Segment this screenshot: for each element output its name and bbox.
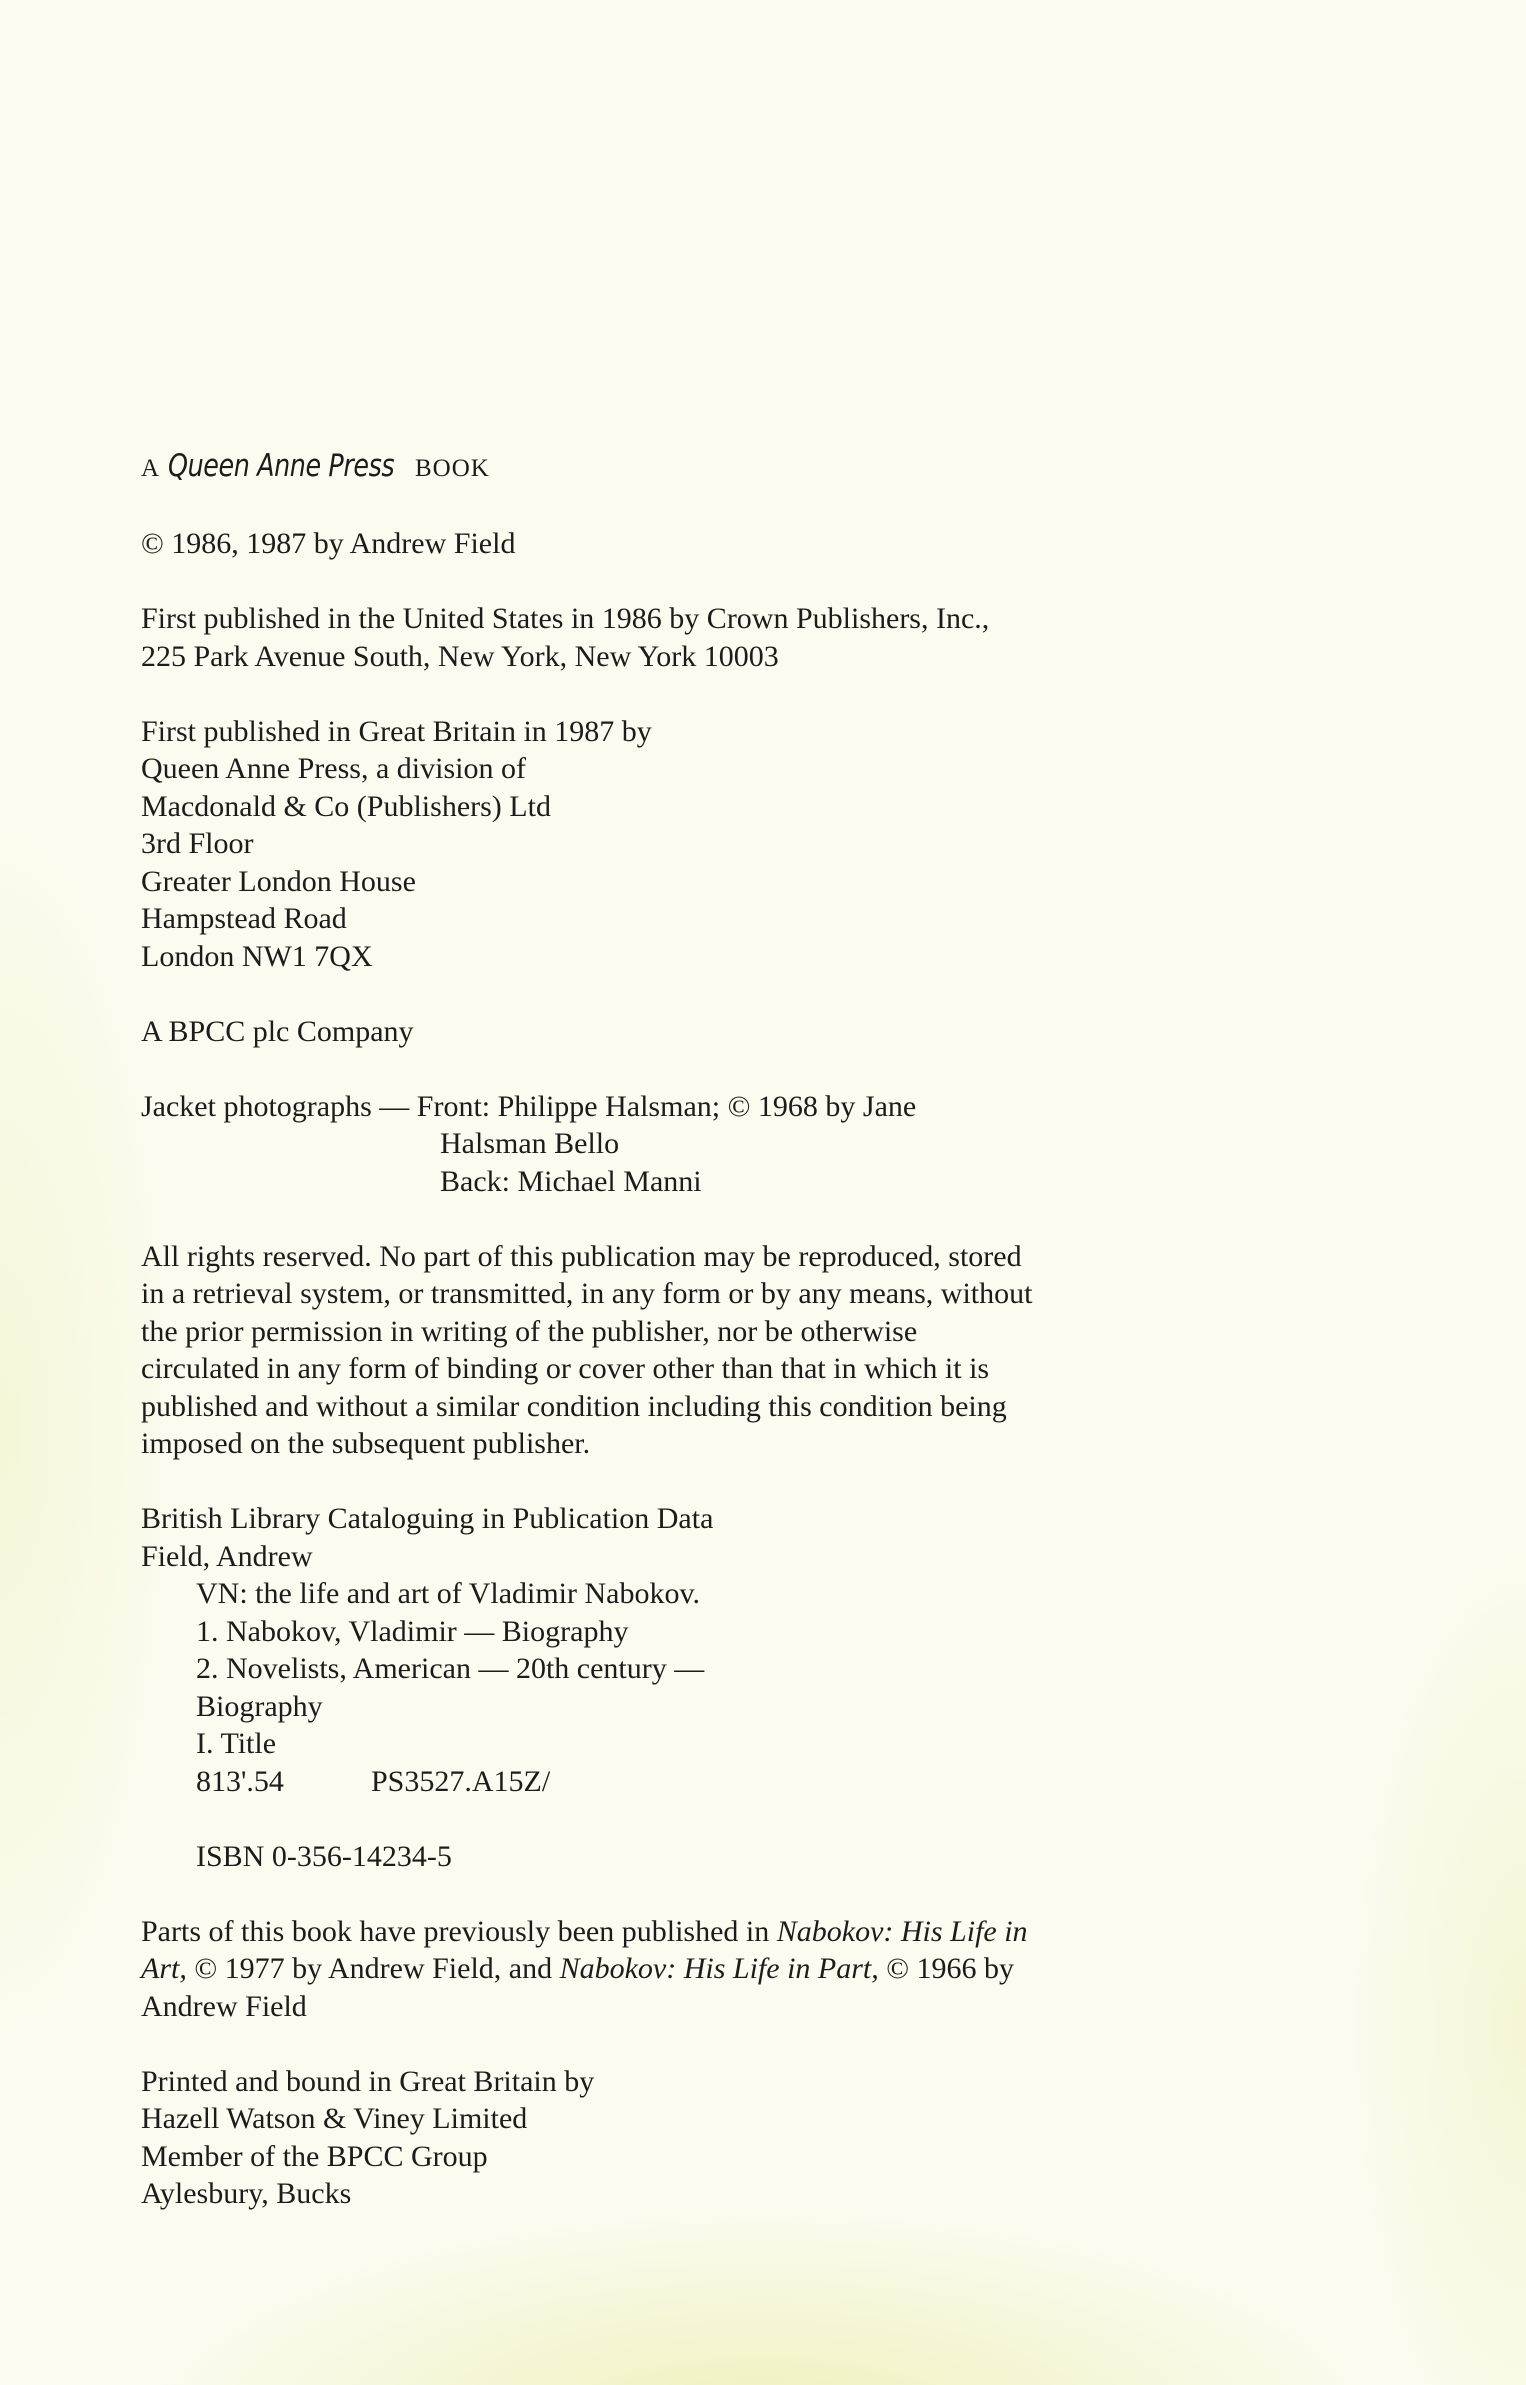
cataloguing-entry: I. Title: [196, 1727, 277, 1760]
lc-number: PS3527.A15Z/: [371, 1764, 551, 1798]
classification-line: [141, 1763, 1191, 1801]
prior-publication-text: © 1977 by Andrew Field, and: [186, 1952, 560, 1985]
jacket-credit-line: Halsman Bello: [440, 1127, 620, 1160]
prior-publication-line: [141, 1950, 1191, 1988]
rights-line: imposed on the subsequent publisher.: [141, 1427, 591, 1460]
publisher-logotype: Queen Anne Press: [167, 448, 394, 484]
book-title: Nabokov: His Life in: [776, 1914, 1028, 1948]
uk-edition-line: Hampstead Road: [141, 902, 347, 935]
isbn: ISBN 0-356-14234-5: [196, 1839, 452, 1873]
us-edition-line: 225 Park Avenue South, New York, New York 10003: [141, 639, 779, 673]
prior-publication-line: Andrew Field: [141, 1989, 307, 2023]
uk-edition-line: London NW1 7QX: [141, 939, 373, 973]
rights-line: circulated in any form of binding or cover other than that in which it is: [141, 1352, 990, 1385]
uk-edition-line: 3rd Floor: [141, 827, 254, 860]
us-edition-line: First published in the United States in 1986 by Crown Publishers, Inc.,: [141, 602, 990, 635]
imprint-line: [141, 448, 1191, 488]
printer-line: Hazell Watson & Viney Limited: [141, 2102, 528, 2135]
book-title: Nabokov: His Life in Part,: [559, 1952, 879, 1985]
class-number: 813'.54: [196, 1764, 284, 1798]
uk-edition-line: Macdonald & Co (Publishers) Ltd: [141, 789, 551, 823]
cataloguing-author: Field, Andrew: [141, 1539, 313, 1573]
cataloguing-entry: 1. Nabokov, Vladimir — Biography: [196, 1614, 629, 1648]
printer-line: Aylesbury, Bucks: [141, 2177, 352, 2210]
uk-edition-note: [141, 713, 1191, 976]
imprint-suffix: BOOK: [415, 455, 490, 482]
uk-edition-line: Greater London House: [141, 864, 416, 898]
jacket-credit-line: Jacket photographs — Front: Philippe Halsman; © 1968 by Jane: [141, 1089, 917, 1123]
rights-line: in a retrieval system, or transmitted, in any form or by any means, without: [141, 1277, 1033, 1310]
uk-edition-line: First published in Great Britain in 1987 by: [141, 714, 652, 748]
rights-line: All rights reserved. No part of this publication may be reproduced, stored: [141, 1239, 1022, 1273]
copyright-notice: [141, 525, 1191, 563]
copyright-line: © 1986, 1987 by Andrew Field: [141, 527, 516, 560]
jacket-credit-line: Back: Michael Manni: [440, 1164, 702, 1198]
cataloguing-entry: Biography: [196, 1689, 323, 1723]
cataloguing-data: [141, 1500, 1191, 1875]
rights-statement: [141, 1238, 1191, 1463]
book-title: Art,: [141, 1952, 187, 1985]
printer-line: Printed and bound in Great Britain by: [141, 2064, 595, 2098]
imprint-prefix: A: [141, 455, 161, 482]
jacket-credits: [141, 1088, 1191, 1201]
uk-edition-line: Queen Anne Press, a division of: [141, 752, 526, 785]
rights-line: published and without a similar condition including this condition being: [141, 1389, 1007, 1423]
cataloguing-entry: VN: the life and art of Vladimir Nabokov.: [196, 1577, 701, 1610]
prior-publication-text: Parts of this book have previously been published in: [141, 1914, 777, 1948]
prior-publication-line: [141, 1913, 1191, 1951]
prior-publication-note: [141, 1913, 1191, 2026]
prior-publication-text: © 1966 by: [878, 1952, 1015, 1985]
copyright-page: [141, 448, 1191, 2213]
us-edition-note: [141, 600, 1191, 675]
cataloguing-heading: British Library Cataloguing in Publication Data: [141, 1502, 714, 1535]
printer-note: [141, 2063, 1191, 2213]
cataloguing-entry: 2. Novelists, American — 20th century —: [196, 1652, 705, 1685]
printer-line: Member of the BPCC Group: [141, 2139, 488, 2173]
company-note: [141, 1013, 1191, 1051]
rights-line: the prior permission in writing of the publisher, nor be otherwise: [141, 1314, 918, 1348]
company-line: A BPCC plc Company: [141, 1014, 414, 1048]
